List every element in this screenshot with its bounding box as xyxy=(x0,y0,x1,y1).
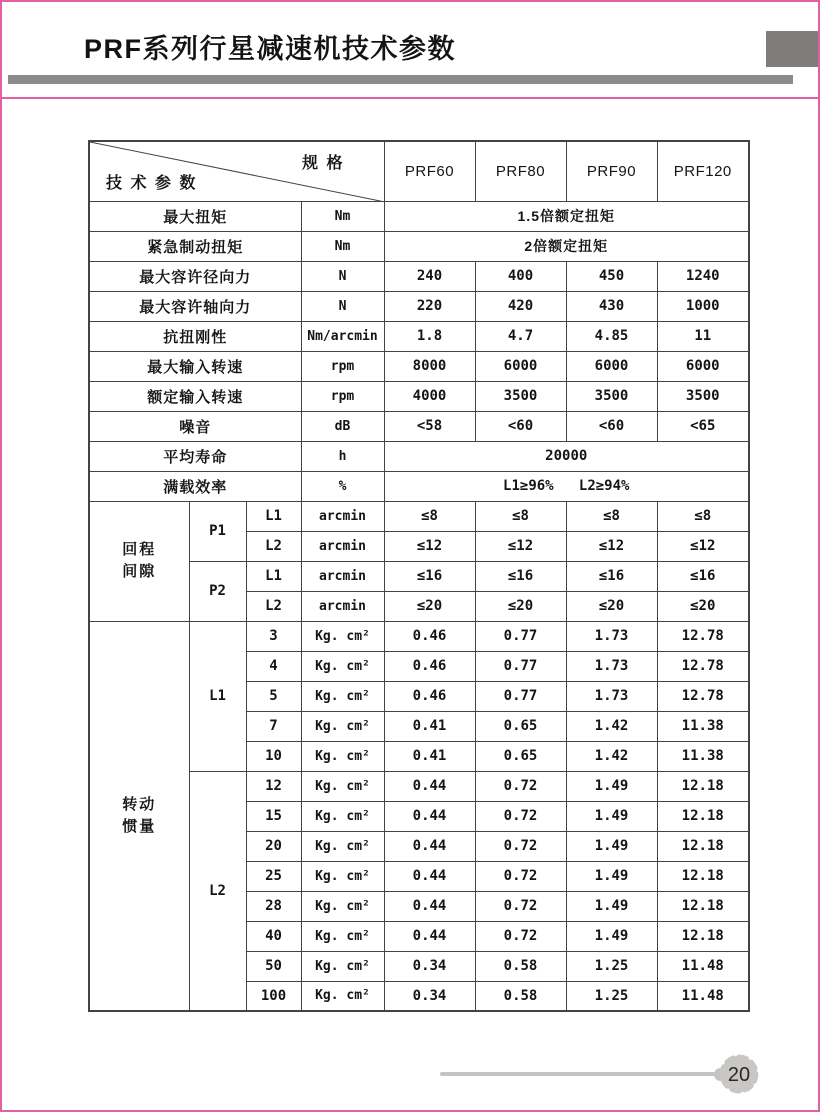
value-cell: ≤16 xyxy=(475,561,566,591)
value-cell: 6000 xyxy=(657,351,749,381)
unit-cell: arcmin xyxy=(301,531,384,561)
page-title: PRF系列行星减速机技术参数 xyxy=(84,34,456,64)
unit-cell: dB xyxy=(301,411,384,441)
value-cell: 0.41 xyxy=(384,741,475,771)
grade-cell: P1 xyxy=(189,501,246,561)
row-name: 紧急制动扭矩 xyxy=(89,231,301,261)
level-cell: L2 xyxy=(246,531,301,561)
value-cell: 0.34 xyxy=(384,981,475,1011)
table-row xyxy=(89,621,749,651)
table-row xyxy=(89,231,749,261)
value-cell: 0.46 xyxy=(384,621,475,651)
ratio-cell: 4 xyxy=(246,651,301,681)
value-cell: ≤16 xyxy=(384,561,475,591)
value-cell: 8000 xyxy=(384,351,475,381)
span-value-cell: 20000 xyxy=(384,441,749,471)
value-cell: 3500 xyxy=(475,381,566,411)
unit-cell: N xyxy=(301,291,384,321)
value-cell: 6000 xyxy=(566,351,657,381)
unit-cell: Kg. cm² xyxy=(301,681,384,711)
value-cell: 3500 xyxy=(566,381,657,411)
value-cell: 1.49 xyxy=(566,861,657,891)
ratio-cell: 10 xyxy=(246,741,301,771)
value-cell: 0.58 xyxy=(475,981,566,1011)
row-name: 抗扭刚性 xyxy=(89,321,301,351)
value-cell: 0.72 xyxy=(475,921,566,951)
value-cell: 1.8 xyxy=(384,321,475,351)
unit-cell: arcmin xyxy=(301,501,384,531)
value-cell: 0.72 xyxy=(475,861,566,891)
row-name: 最大输入转速 xyxy=(89,351,301,381)
value-cell: 12.18 xyxy=(657,921,749,951)
value-cell: 0.44 xyxy=(384,861,475,891)
value-cell: 220 xyxy=(384,291,475,321)
value-cell: 1.25 xyxy=(566,981,657,1011)
value-cell: 1.25 xyxy=(566,951,657,981)
value-cell: 1.73 xyxy=(566,651,657,681)
ratio-cell: 40 xyxy=(246,921,301,951)
row-name: 最大容许轴向力 xyxy=(89,291,301,321)
value-cell: ≤12 xyxy=(657,531,749,561)
value-cell: ≤8 xyxy=(566,501,657,531)
span-value-cell: 1.5倍额定扭矩 xyxy=(384,201,749,231)
value-cell: 0.44 xyxy=(384,921,475,951)
value-cell: 0.65 xyxy=(475,711,566,741)
unit-cell: % xyxy=(301,471,384,501)
value-cell: 12.18 xyxy=(657,771,749,801)
value-cell: ≤12 xyxy=(384,531,475,561)
unit-cell: h xyxy=(301,441,384,471)
unit-cell: Kg. cm² xyxy=(301,951,384,981)
unit-cell: Kg. cm² xyxy=(301,861,384,891)
column-header: PRF90 xyxy=(566,141,657,201)
value-cell: 11.48 xyxy=(657,981,749,1011)
unit-cell: N xyxy=(301,261,384,291)
column-header: PRF60 xyxy=(384,141,475,201)
ratio-cell: 25 xyxy=(246,861,301,891)
value-cell: <65 xyxy=(657,411,749,441)
value-cell: 11.38 xyxy=(657,711,749,741)
value-cell: 3500 xyxy=(657,381,749,411)
value-cell: ≤8 xyxy=(657,501,749,531)
value-cell: 1.49 xyxy=(566,771,657,801)
table-row xyxy=(89,471,749,501)
level-group-cell: L2 xyxy=(189,771,246,1011)
value-cell: 1.42 xyxy=(566,711,657,741)
ratio-cell: 50 xyxy=(246,951,301,981)
value-cell: 0.44 xyxy=(384,771,475,801)
value-cell: 12.18 xyxy=(657,861,749,891)
spec-table-body xyxy=(89,141,749,1011)
page-number: 20 xyxy=(727,1064,751,1086)
unit-cell: Nm xyxy=(301,201,384,231)
value-cell: 12.18 xyxy=(657,831,749,861)
value-cell: 0.58 xyxy=(475,951,566,981)
value-cell: 12.18 xyxy=(657,891,749,921)
table-row xyxy=(89,381,749,411)
grade-cell: P2 xyxy=(189,561,246,621)
value-cell: 4.7 xyxy=(475,321,566,351)
table-row xyxy=(89,441,749,471)
table-row xyxy=(89,501,749,531)
value-cell: 11.38 xyxy=(657,741,749,771)
row-name: 额定输入转速 xyxy=(89,381,301,411)
ratio-cell: 5 xyxy=(246,681,301,711)
value-cell: 1.49 xyxy=(566,921,657,951)
value-cell: 1000 xyxy=(657,291,749,321)
level-cell: L1 xyxy=(246,501,301,531)
ratio-cell: 100 xyxy=(246,981,301,1011)
value-cell: 12.18 xyxy=(657,801,749,831)
unit-cell: Nm/arcmin xyxy=(301,321,384,351)
table-row xyxy=(89,321,749,351)
value-cell: 11 xyxy=(657,321,749,351)
unit-cell: Nm xyxy=(301,231,384,261)
value-cell: ≤8 xyxy=(384,501,475,531)
value-cell: 1240 xyxy=(657,261,749,291)
ratio-cell: 7 xyxy=(246,711,301,741)
params-corner-label: 技 术 参 数 xyxy=(106,174,198,192)
value-cell: ≤20 xyxy=(384,591,475,621)
value-cell: ≤16 xyxy=(657,561,749,591)
value-cell: 0.44 xyxy=(384,801,475,831)
span-value-cell: 2倍额定扭矩 xyxy=(384,231,749,261)
unit-cell: Kg. cm² xyxy=(301,891,384,921)
gear-icon xyxy=(715,1050,763,1098)
corner-accent-square xyxy=(766,31,818,67)
span-value-cell: L1≥96% L2≥94% xyxy=(384,471,749,501)
table-row xyxy=(89,351,749,381)
level-cell: L2 xyxy=(246,591,301,621)
spec-table xyxy=(88,140,750,1012)
row-name: 平均寿命 xyxy=(89,441,301,471)
value-cell: 6000 xyxy=(475,351,566,381)
value-cell: 450 xyxy=(566,261,657,291)
value-cell: 430 xyxy=(566,291,657,321)
row-name: 最大扭矩 xyxy=(89,201,301,231)
value-cell: 1.49 xyxy=(566,801,657,831)
ratio-cell: 3 xyxy=(246,621,301,651)
value-cell: 240 xyxy=(384,261,475,291)
unit-cell: arcmin xyxy=(301,561,384,591)
value-cell: <60 xyxy=(475,411,566,441)
level-cell: L1 xyxy=(246,561,301,591)
value-cell: 0.41 xyxy=(384,711,475,741)
value-cell: <60 xyxy=(566,411,657,441)
unit-cell: Kg. cm² xyxy=(301,921,384,951)
value-cell: 0.72 xyxy=(475,831,566,861)
value-cell: 12.78 xyxy=(657,651,749,681)
value-cell: 400 xyxy=(475,261,566,291)
value-cell: 0.46 xyxy=(384,681,475,711)
inertia-section-label: 转动 惯量 xyxy=(89,621,189,1011)
value-cell: <58 xyxy=(384,411,475,441)
row-name: 噪音 xyxy=(89,411,301,441)
value-cell: 1.49 xyxy=(566,891,657,921)
table-corner-cell xyxy=(89,141,384,201)
unit-cell: Kg. cm² xyxy=(301,651,384,681)
value-cell: 11.48 xyxy=(657,951,749,981)
unit-cell: Kg. cm² xyxy=(301,711,384,741)
unit-cell: Kg. cm² xyxy=(301,801,384,831)
level-group-cell: L1 xyxy=(189,621,246,771)
value-cell: 1.42 xyxy=(566,741,657,771)
ratio-cell: 15 xyxy=(246,801,301,831)
value-cell: 420 xyxy=(475,291,566,321)
value-cell: ≤16 xyxy=(566,561,657,591)
row-name: 最大容许径向力 xyxy=(89,261,301,291)
value-cell: 1.73 xyxy=(566,681,657,711)
table-row xyxy=(89,291,749,321)
spec-corner-label: 规 格 xyxy=(302,155,345,172)
value-cell: ≤12 xyxy=(475,531,566,561)
value-cell: 0.77 xyxy=(475,681,566,711)
value-cell: 4000 xyxy=(384,381,475,411)
ratio-cell: 12 xyxy=(246,771,301,801)
unit-cell: Kg. cm² xyxy=(301,741,384,771)
table-row xyxy=(89,201,749,231)
page-footer-line xyxy=(440,1072,718,1076)
unit-cell: Kg. cm² xyxy=(301,981,384,1011)
value-cell: ≤8 xyxy=(475,501,566,531)
row-name: 满载效率 xyxy=(89,471,301,501)
unit-cell: Kg. cm² xyxy=(301,621,384,651)
value-cell: ≤20 xyxy=(475,591,566,621)
ratio-cell: 28 xyxy=(246,891,301,921)
value-cell: 0.46 xyxy=(384,651,475,681)
value-cell: 0.44 xyxy=(384,891,475,921)
value-cell: 0.72 xyxy=(475,801,566,831)
value-cell: 0.65 xyxy=(475,741,566,771)
value-cell: ≤20 xyxy=(657,591,749,621)
table-row xyxy=(89,141,749,201)
value-cell: 0.72 xyxy=(475,891,566,921)
value-cell: 4.85 xyxy=(566,321,657,351)
unit-cell: arcmin xyxy=(301,591,384,621)
ratio-cell: 20 xyxy=(246,831,301,861)
column-header: PRF80 xyxy=(475,141,566,201)
header-divider-line xyxy=(2,97,818,99)
title-underline-bar xyxy=(8,75,793,84)
column-header: PRF120 xyxy=(657,141,749,201)
value-cell: ≤20 xyxy=(566,591,657,621)
value-cell: 0.34 xyxy=(384,951,475,981)
value-cell: 12.78 xyxy=(657,621,749,651)
value-cell: 12.78 xyxy=(657,681,749,711)
unit-cell: Kg. cm² xyxy=(301,771,384,801)
value-cell: 0.77 xyxy=(475,621,566,651)
unit-cell: rpm xyxy=(301,351,384,381)
backlash-section-label: 回程 间隙 xyxy=(89,501,189,621)
value-cell: 0.72 xyxy=(475,771,566,801)
unit-cell: rpm xyxy=(301,381,384,411)
value-cell: 1.73 xyxy=(566,621,657,651)
value-cell: 0.77 xyxy=(475,651,566,681)
value-cell: 1.49 xyxy=(566,831,657,861)
table-row xyxy=(89,411,749,441)
table-row xyxy=(89,261,749,291)
value-cell: ≤12 xyxy=(566,531,657,561)
unit-cell: Kg. cm² xyxy=(301,831,384,861)
value-cell: 0.44 xyxy=(384,831,475,861)
